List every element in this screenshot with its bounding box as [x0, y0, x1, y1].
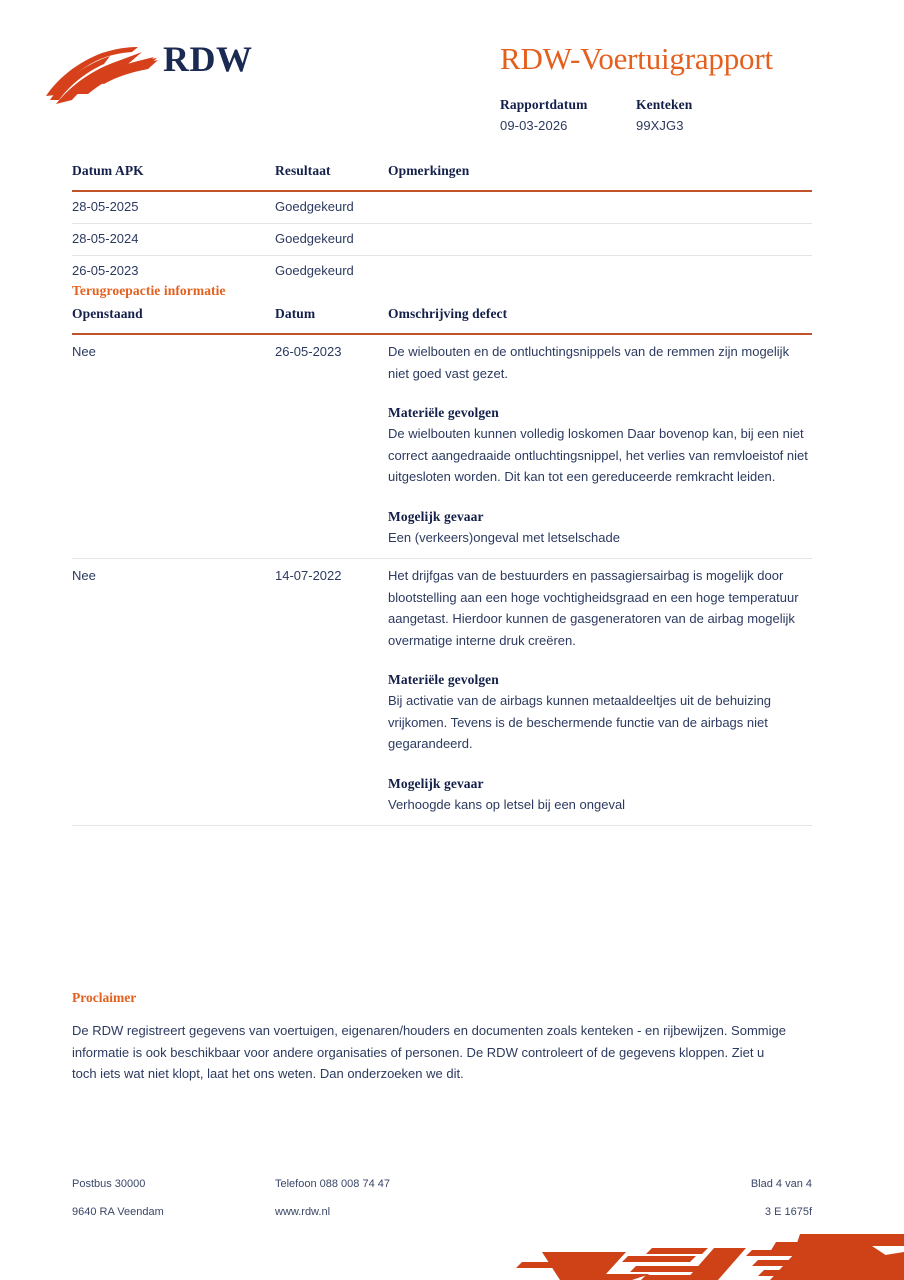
apk-cell-date: 28-05-2024 [72, 231, 139, 246]
footer-row-1 [72, 1170, 812, 1198]
material-consequences-label: Materiële gevolgen [388, 672, 499, 687]
apk-table [72, 160, 812, 287]
rdw-arrow-logo-icon [44, 38, 162, 112]
material-consequences-text: De wielbouten kunnen volledig loskomen Daar bovenop kan, bij een niet correct aangedraaide ontluchtingsnippel, het verlies van remvloeistof niet uitgesloten worden. Dit kan tot een gereduceerde remkracht leiden. [388, 426, 808, 484]
apk-table-body [72, 190, 812, 287]
possible-danger-label: Mogelijk gevaar [388, 775, 484, 791]
material-consequences-label: Materiële gevolgen [388, 405, 499, 420]
apk-cell-remarks [388, 260, 812, 282]
recall-cell-date: 14-07-2022 [275, 568, 342, 583]
apk-col-date: Datum APK [72, 163, 144, 178]
apk-cell-result: Goedgekeurd [275, 263, 354, 278]
footer-website[interactable]: www.rdw.nl [275, 1206, 331, 1218]
recall-cell-description [388, 341, 812, 558]
recall-table-body [72, 333, 812, 826]
footer-phone: Telefoon 088 008 74 47 [275, 1178, 390, 1190]
license-plate-block [636, 97, 772, 133]
recall-cell-date: 26-05-2023 [275, 344, 342, 359]
license-plate-label: Kenteken [636, 97, 693, 112]
disclaimer-title: Proclaimer [72, 990, 137, 1005]
disclaimer-text: De RDW registreert gegevens van voertuigen, eigenaren/houders en documenten zoals kenteken - en rijbewijzen. Sommige informatie is ook beschikbaar voor andere organisaties of personen. De RDW controleert of de gegevens kloppen. Ziet u toch iets wat niet klopt, laat het ons weten. Dan onderzoeken we dit. [72, 1023, 786, 1081]
page-footer [72, 1170, 812, 1226]
rdw-speed-stripes-graphic-icon [500, 1222, 904, 1280]
table-row [72, 558, 812, 825]
footer-page-number: Blad 4 van 4 [750, 1178, 812, 1190]
recall-table-bottom-rule [72, 825, 812, 826]
recall-col-date: Datum [275, 306, 316, 321]
apk-cell-date: 28-05-2025 [72, 199, 139, 214]
footer-address-line2: 9640 RA Veendam [72, 1206, 164, 1218]
defect-description: De wielbouten en de ontluchtingsnippels van de remmen zijn mogelijk niet goed vast gezet. [388, 344, 790, 381]
apk-cell-date: 26-05-2023 [72, 263, 139, 278]
table-row [72, 335, 812, 558]
page-title: RDW-Voertuigrapport [500, 41, 773, 76]
recall-table [72, 303, 812, 826]
apk-col-remarks: Opmerkingen [388, 163, 470, 178]
footer-address-line1: Postbus 30000 [72, 1178, 146, 1190]
apk-col-result: Resultaat [275, 163, 331, 178]
report-date-value: 09-03-2026 [500, 118, 568, 133]
recall-col-description: Omschrijving defect [388, 306, 508, 321]
apk-cell-result: Goedgekeurd [275, 199, 354, 214]
possible-danger-text: Een (verkeers)ongeval met letselschade [388, 529, 620, 545]
rdw-wordmark: RDW [163, 39, 253, 79]
possible-danger-label: Mogelijk gevaar [388, 508, 484, 524]
report-meta [500, 97, 772, 133]
report-date-label: Rapportdatum [500, 97, 588, 112]
footer-form-code: 3 E 1675f [764, 1206, 812, 1218]
recall-table-header [72, 303, 812, 333]
defect-description: Het drijfgas van de bestuurders en passagiersairbag is mogelijk door blootstelling aan een hoge vochtigheidsgraad en een hoge temperatuur aangetast. Hierdoor kunnen de gasgeneratoren van de airbag mogelijk overmatige interne druk creëren. [388, 568, 799, 648]
license-plate-value: 99XJG3 [636, 118, 684, 133]
apk-cell-remarks [388, 196, 812, 218]
recall-section-title: Terugroepactie informatie [72, 283, 226, 298]
recall-cell-description [388, 565, 812, 825]
apk-cell-remarks [388, 228, 812, 250]
possible-danger-text: Verhoogde kans op letsel bij een ongeval [388, 796, 626, 812]
table-row [72, 192, 812, 223]
apk-table-header [72, 160, 812, 190]
recall-cell-open: Nee [72, 568, 96, 583]
apk-cell-result: Goedgekeurd [275, 231, 354, 246]
material-consequences-text: Bij activatie van de airbags kunnen metaaldeeltjes uit de behuizing vrijkomen. Tevens is de beschermende functie van de airbags niet gegarandeerd. [388, 693, 772, 751]
report-date-block [500, 97, 636, 133]
recall-col-open: Openstaand [72, 306, 143, 321]
table-row [72, 223, 812, 255]
recall-cell-open: Nee [72, 344, 96, 359]
